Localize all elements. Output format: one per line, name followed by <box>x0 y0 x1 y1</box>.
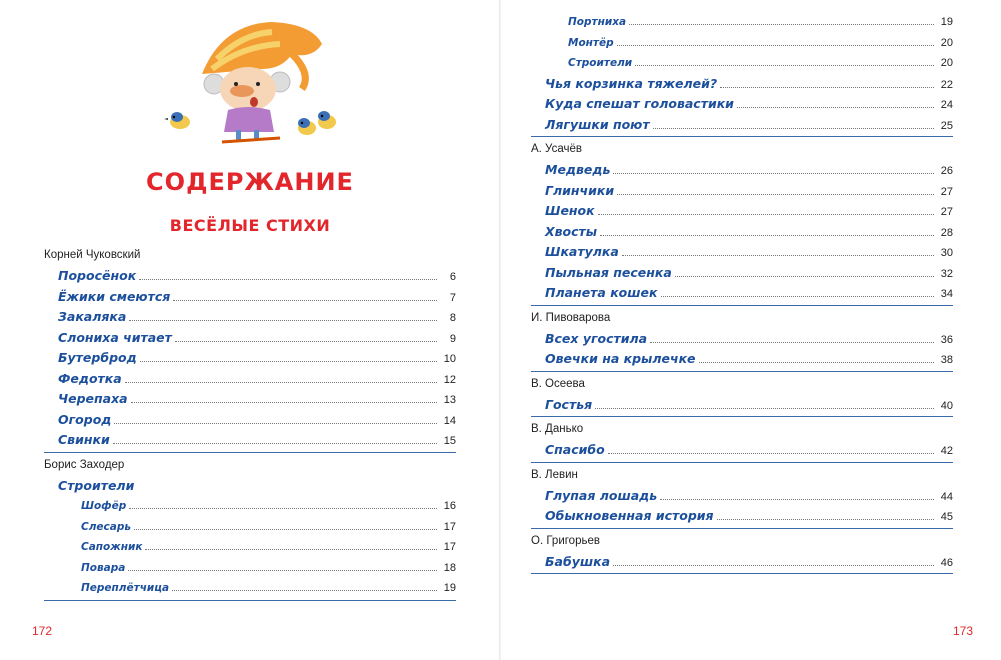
entry-title: Обыкновенная история <box>545 508 714 523</box>
toc-subentry[interactable] <box>44 537 456 558</box>
section-divider <box>531 416 953 417</box>
author-name: Корней Чуковский <box>44 249 141 261</box>
entry-page: 36 <box>940 333 953 346</box>
right-page <box>501 0 1001 660</box>
entry-title: Переплётчица <box>81 582 170 594</box>
entry-title: Свинки <box>58 432 110 447</box>
leader-dots <box>129 507 437 509</box>
toc-entry[interactable] <box>531 506 953 527</box>
entry-title: Поросёнок <box>58 268 137 283</box>
entry-page: 15 <box>443 435 456 447</box>
leader-dots <box>635 64 934 66</box>
entry-page: 45 <box>940 511 953 523</box>
section-divider <box>531 573 953 574</box>
entry-page: 20 <box>940 57 953 69</box>
entry-page: 19 <box>443 582 456 594</box>
entry-title: Гостья <box>545 396 593 412</box>
toc-subentry[interactable] <box>531 53 953 74</box>
entry-page: 28 <box>940 226 953 239</box>
leader-dots <box>661 295 934 297</box>
entry-page: 22 <box>940 78 953 91</box>
toc-entry[interactable] <box>531 486 953 507</box>
leader-dots <box>608 452 934 454</box>
section-divider <box>44 452 456 453</box>
group-title: Строители <box>58 477 135 493</box>
toc-entry[interactable] <box>531 329 953 350</box>
entry-title: Слесарь <box>81 520 131 533</box>
entry-page: 27 <box>940 185 953 198</box>
entry-page: 9 <box>449 332 456 345</box>
entry-page: 14 <box>443 414 456 427</box>
entry-page: 30 <box>940 247 953 259</box>
toc-entry[interactable] <box>531 222 953 243</box>
section-divider <box>531 305 953 306</box>
leader-dots <box>175 340 437 342</box>
toc-group-title[interactable] <box>44 476 456 497</box>
toc-entry[interactable] <box>44 348 456 369</box>
leader-dots <box>173 299 437 301</box>
toc-entry[interactable] <box>531 440 953 461</box>
page-number: 172 <box>32 624 53 638</box>
toc-entry[interactable] <box>531 283 953 304</box>
toc-entry[interactable] <box>44 266 456 287</box>
entry-title: Овечки на крылечке <box>545 351 696 366</box>
toc-right <box>531 12 953 575</box>
left-page <box>0 0 500 660</box>
leader-dots <box>622 254 934 256</box>
leader-dots <box>650 341 934 343</box>
entry-page: 12 <box>443 373 456 386</box>
leader-dots <box>131 401 437 403</box>
entry-page: 42 <box>940 445 953 457</box>
entry-page: 13 <box>443 394 456 406</box>
leader-dots <box>125 381 437 383</box>
toc-subentry[interactable] <box>44 517 456 538</box>
toc-entry[interactable] <box>531 181 953 202</box>
toc-entry[interactable] <box>531 201 953 222</box>
author-name: А. Усачёв <box>531 143 582 155</box>
author-name: Борис Заходер <box>44 458 125 471</box>
entry-page: 7 <box>449 291 456 304</box>
leader-dots <box>114 422 437 424</box>
entry-page: 6 <box>449 271 456 283</box>
leader-dots <box>595 407 934 409</box>
entry-title: Хвосты <box>545 223 598 239</box>
entry-title: Строители <box>568 57 633 69</box>
toc-entry[interactable] <box>44 287 456 308</box>
toc-subentry[interactable] <box>44 496 456 517</box>
leader-dots <box>717 518 934 520</box>
entry-page: 20 <box>940 36 953 49</box>
gnome-illustration <box>162 14 342 144</box>
entry-title: Чья корзинка тяжелей? <box>545 75 718 91</box>
toc-entry[interactable] <box>44 307 456 328</box>
entry-title: Спасибо <box>545 442 605 457</box>
toc-entry[interactable] <box>531 395 953 416</box>
leader-dots <box>660 498 934 500</box>
leader-dots <box>675 275 934 277</box>
entry-title: Закаляка <box>58 309 127 324</box>
leader-dots <box>145 548 437 550</box>
author-name: В. Левин <box>531 468 578 481</box>
toc-entry[interactable] <box>44 328 456 349</box>
toc-entry[interactable] <box>44 410 456 431</box>
section-divider <box>531 528 953 529</box>
leader-dots <box>613 172 934 174</box>
entry-title: Огород <box>58 411 112 427</box>
leader-dots <box>617 44 934 46</box>
leader-dots <box>720 86 934 88</box>
entry-page: 17 <box>443 541 456 553</box>
bird-icon-left <box>164 112 190 129</box>
entry-page: 24 <box>940 99 953 111</box>
toc-entry[interactable] <box>531 552 953 573</box>
section-divider <box>531 462 953 463</box>
entry-page: 40 <box>940 399 953 412</box>
entry-title: Ёжики смеются <box>58 288 171 304</box>
bird-icon-right-2 <box>318 111 336 129</box>
section-divider <box>44 600 456 601</box>
leader-dots <box>653 127 934 129</box>
leader-dots <box>617 193 934 195</box>
entry-page: 44 <box>940 490 953 503</box>
toc-subentry[interactable] <box>44 558 456 579</box>
entry-page: 10 <box>443 353 456 365</box>
toc-entry[interactable] <box>531 115 953 136</box>
toc-left <box>44 244 456 602</box>
leader-dots <box>600 234 934 236</box>
entry-title: Шофёр <box>81 500 127 512</box>
author-name: В. Данько <box>531 423 584 435</box>
entry-page: 27 <box>940 206 953 218</box>
entry-title: Всех угостила <box>545 330 648 346</box>
entry-title: Черепаха <box>58 391 128 406</box>
toc-entry[interactable] <box>44 369 456 390</box>
contents-heading: СОДЕРЖАНИЕ <box>146 168 354 196</box>
leader-dots <box>598 213 934 215</box>
entry-page: 25 <box>940 119 953 132</box>
toc-entry[interactable] <box>531 242 953 263</box>
bird-icon-right-1 <box>298 118 316 135</box>
entry-title: Планета кошек <box>545 285 658 300</box>
leader-dots <box>128 569 437 571</box>
author-name: В. Осеева <box>531 377 585 390</box>
leader-dots <box>139 278 437 280</box>
leader-dots <box>140 360 437 362</box>
entry-page: 38 <box>940 354 953 366</box>
entry-title: Глинчики <box>545 182 615 198</box>
toc-entry[interactable] <box>44 430 456 451</box>
toc-entry[interactable] <box>531 349 953 370</box>
entry-title: Шенок <box>545 203 595 218</box>
toc-entry[interactable] <box>531 94 953 115</box>
entry-title: Глупая лошадь <box>545 487 658 503</box>
leader-dots <box>613 564 934 566</box>
entry-title: Федотка <box>58 370 122 386</box>
section-heading: ВЕСЁЛЫЕ СТИХИ <box>169 216 331 235</box>
leader-dots <box>113 442 437 444</box>
section-divider <box>531 136 953 137</box>
entry-title: Медведь <box>545 162 611 177</box>
leader-dots <box>129 319 437 321</box>
toc-entry[interactable] <box>531 263 953 284</box>
leader-dots <box>737 106 934 108</box>
entry-title: Портниха <box>568 16 627 28</box>
entry-page: 8 <box>449 312 456 324</box>
entry-page: 18 <box>443 561 456 574</box>
entry-page: 32 <box>940 267 953 280</box>
entry-page: 26 <box>940 165 953 177</box>
toc-subentry[interactable] <box>531 12 953 33</box>
entry-page: 16 <box>443 500 456 512</box>
entry-page: 46 <box>940 556 953 569</box>
entry-title: Монтёр <box>568 36 614 49</box>
toc-entry[interactable] <box>531 74 953 95</box>
entry-page: 19 <box>940 16 953 28</box>
leader-dots <box>134 528 437 530</box>
entry-title: Пыльная песенка <box>545 264 672 280</box>
toc-entry[interactable] <box>531 160 953 181</box>
entry-title: Слониха читает <box>58 329 172 345</box>
entry-title: Сапожник <box>81 541 143 553</box>
toc-subentry[interactable] <box>44 578 456 599</box>
leader-dots <box>699 361 934 363</box>
entry-page: 34 <box>940 288 953 300</box>
author-name: И. Пивоварова <box>531 311 611 324</box>
page-number: 173 <box>952 624 973 638</box>
entry-title: Лягушки поют <box>545 116 650 132</box>
entry-title: Повара <box>81 561 126 574</box>
entry-title: Шкатулка <box>545 244 619 259</box>
leader-dots <box>629 23 934 25</box>
entry-title: Бабушка <box>545 553 611 569</box>
toc-entry[interactable] <box>44 389 456 410</box>
toc-subentry[interactable] <box>531 33 953 54</box>
entry-page: 17 <box>443 520 456 533</box>
entry-title: Бутерброд <box>58 350 137 365</box>
section-divider <box>531 371 953 372</box>
entry-title: Куда спешат головастики <box>545 96 734 111</box>
leader-dots <box>172 589 437 591</box>
author-name: О. Григорьев <box>531 534 600 547</box>
